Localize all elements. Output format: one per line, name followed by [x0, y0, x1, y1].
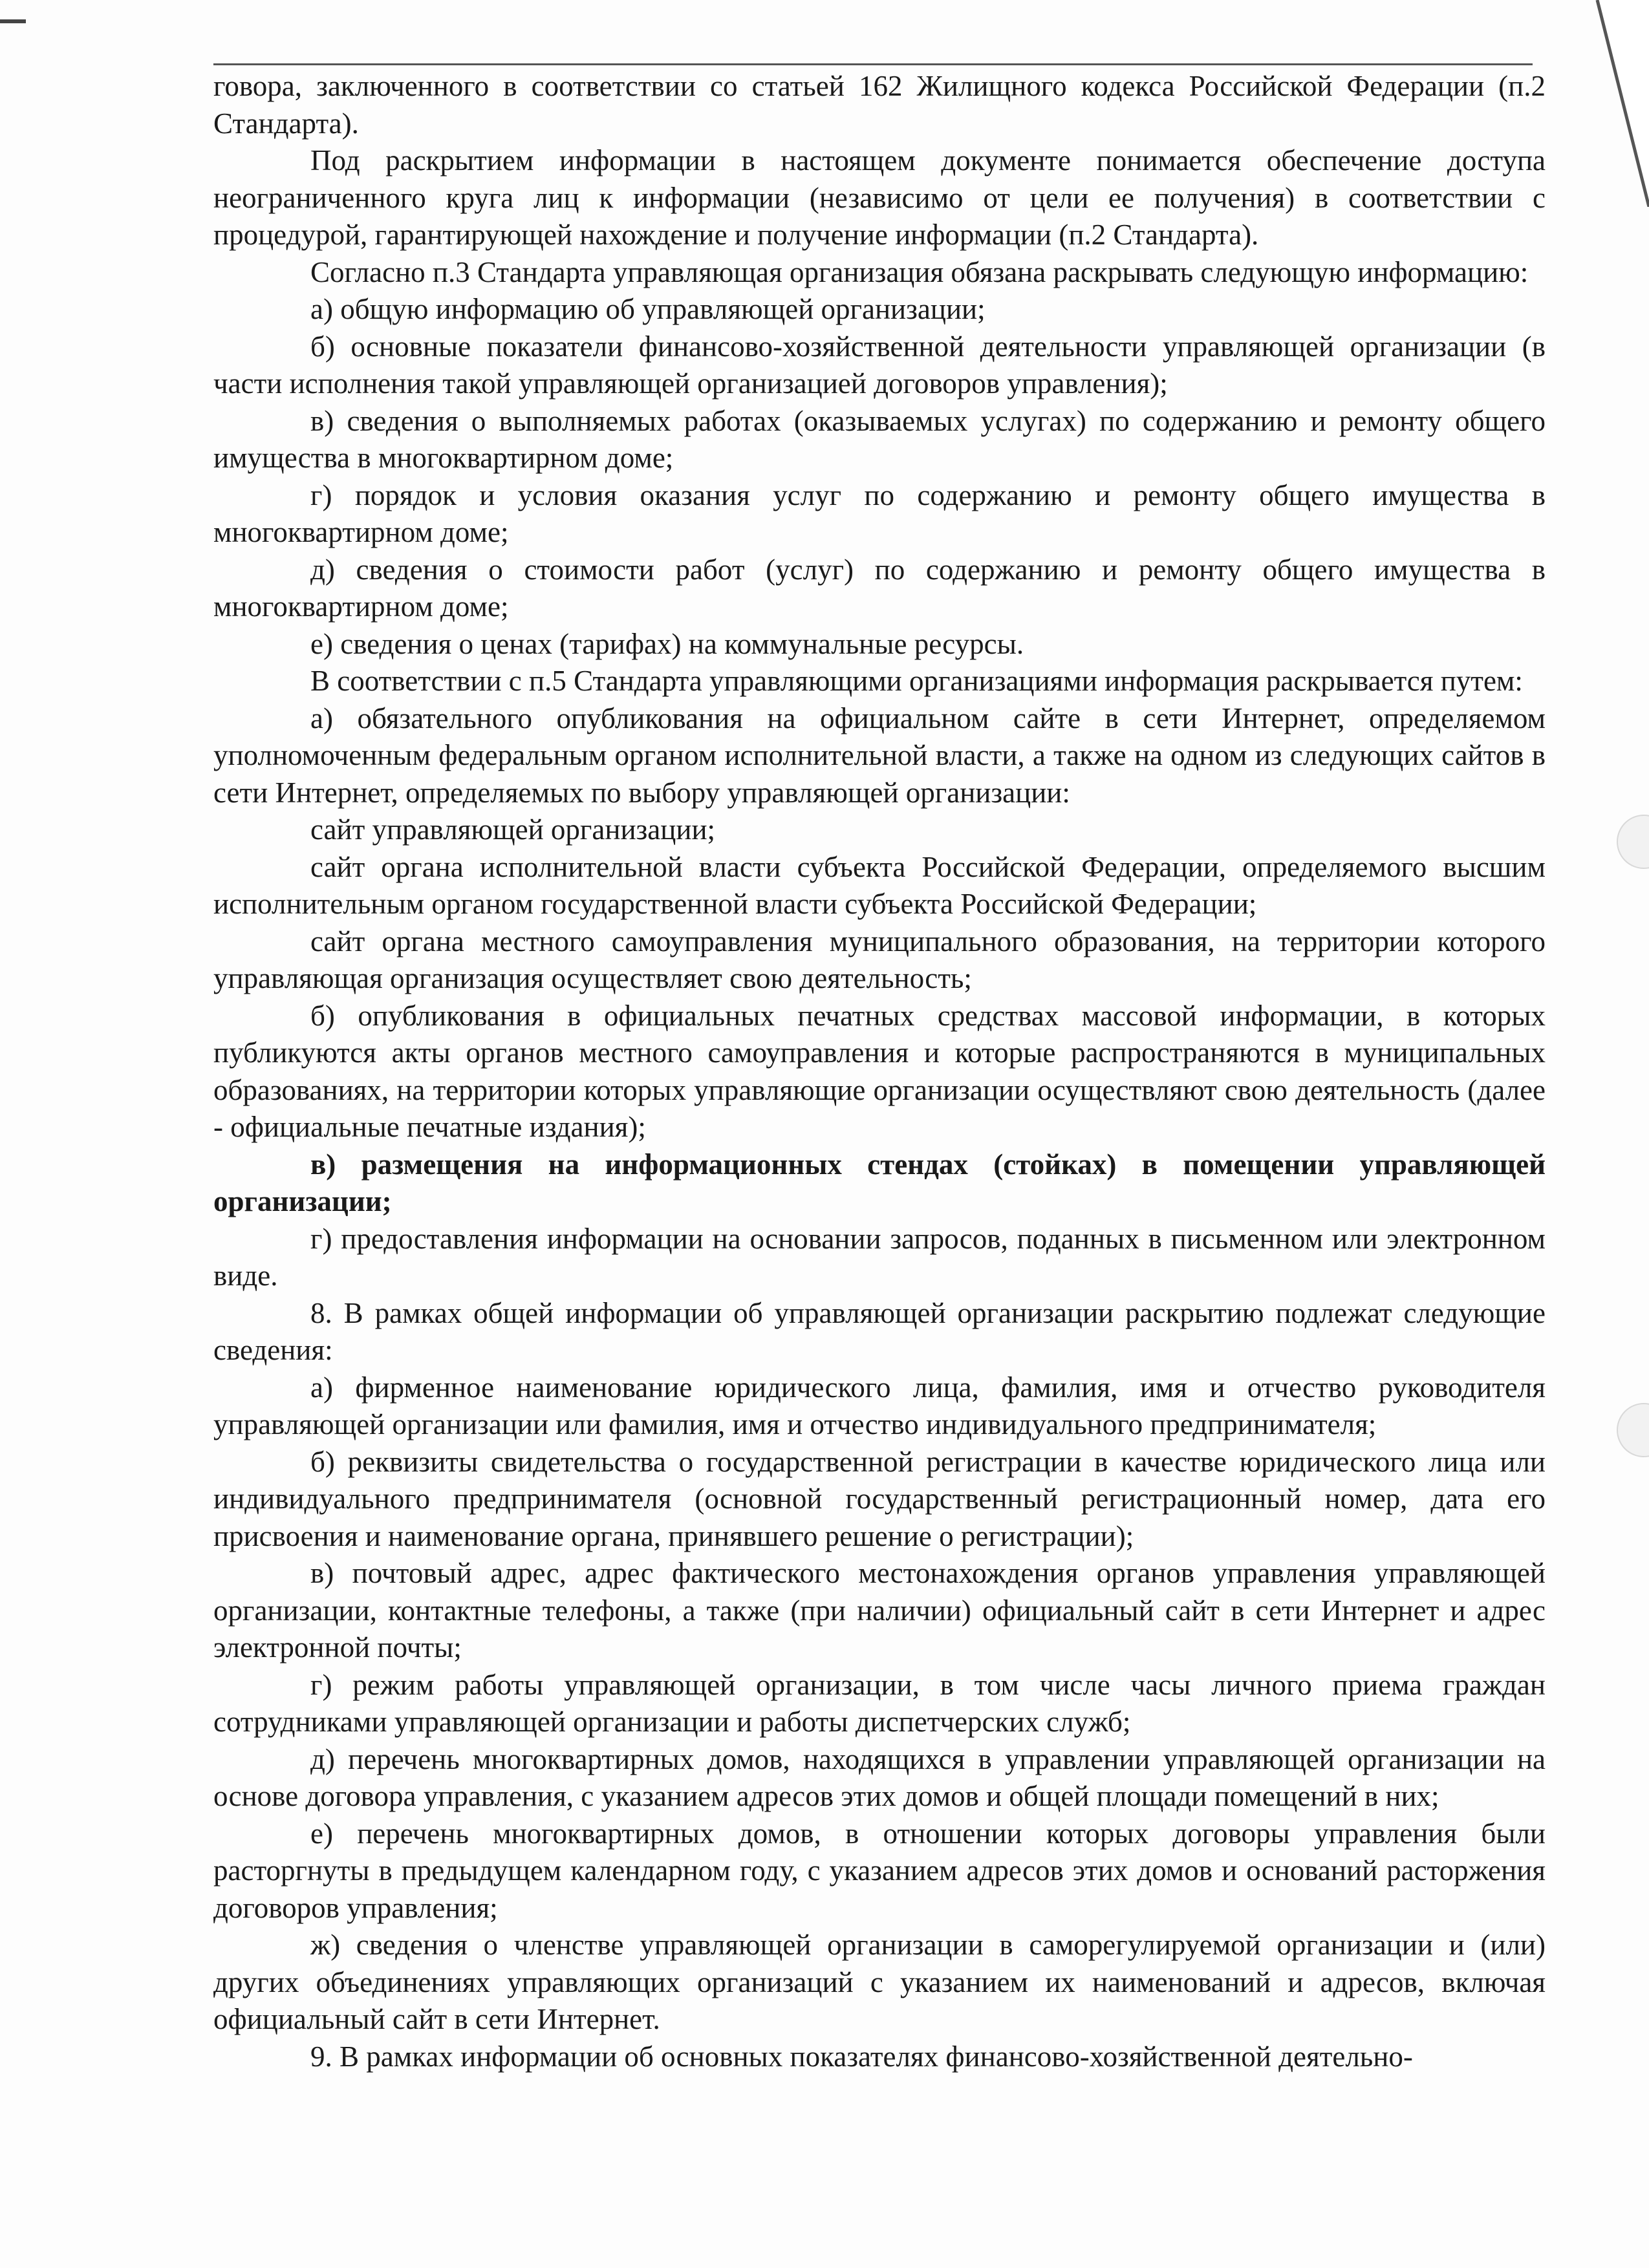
paragraph-p4: б) основные показатели финансово-хозяйственной деятельности управляющей организации (в части исполнения такой управляющей организацией договоров управления); [213, 330, 1546, 400]
paragraph-p1: Под раскрытием информации в настоящем документе понимается обеспечение доступа неограниченного круга лиц к информации (независимо от цели ее получения) в соответствии с процедурой, гарантирующей нахождение и получение информации (п.2 Стандарта). [213, 144, 1546, 251]
punch-hole [1617, 815, 1649, 869]
paragraph-p6: г) порядок и условия оказания услуг по содержанию и ремонту общего имущества в многоквартирном доме; [213, 478, 1546, 548]
paragraph-p23: е) перечень многоквартирных домов, в отношении которых договоры управления были расторгнуты в предыдущем календарном году, с указанием адресов этих домов и оснований расторжения договоров управления; [213, 1817, 1546, 1924]
paragraph-p13: сайт органа местного самоуправления муниципального образования, на территории которого управляющая организация осуществляет свою деятельность; [213, 925, 1546, 994]
paragraph-p16: г) предоставления информации на основании запросов, поданных в письменном или электронном виде. [213, 1222, 1546, 1292]
paragraph-p5: в) сведения о выполняемых работах (оказываемых услугах) по содержанию и ремонту общего имущества в многоквартирном доме; [213, 404, 1546, 474]
paragraph-p10: а) обязательного опубликования на официальном сайте в сети Интернет, определяемом уполномоченным федеральным органом исполнительной власти, а также на одном из следующих сайтов в сети Интернет, определяемых по выбору управляющей организации: [213, 701, 1546, 809]
paragraph-p3: а) общую информацию об управляющей организации; [310, 293, 986, 325]
paragraph-p18: а) фирменное наименование юридического лица, фамилия, имя и отчество руководителя управляющей организации или фамилия, имя и отчество индивидуального предпринимателя; [213, 1371, 1546, 1440]
paragraph-p24: ж) сведения о членстве управляющей организации в саморегулируемой организации и (или) других объединениях управляющих организаций с указанием их наименований и адресов, включая официальный сайт в сети Интернет. [213, 1929, 1546, 2035]
paragraph-p21: г) режим работы управляющей организации, в том числе часы личного приема граждан сотрудниками управляющей организации и работы диспетчерских служб; [213, 1668, 1546, 1738]
header-rule [213, 63, 1533, 65]
paragraph-p14: б) опубликования в официальных печатных средствах массовой информации, в которых публикуются акты органов местного самоуправления и которые распространяются в муниципальных образованиях, на территории которых управляющие организации осуществляют свою деятельность (далее - официальные печатные издания); [213, 999, 1546, 1143]
paragraph-p22: д) перечень многоквартирных домов, находящихся в управлении управляющей организации на основе договора управления, с указанием адресов этих домов и общей площади помещений в них; [213, 1742, 1546, 1812]
paragraph-p0: говора, заключенного в соответствии со статьей 162 Жилищного кодекса Российской Федерации (п.2 Стандарта). [213, 70, 1546, 140]
paragraph-p11: сайт управляющей организации; [310, 813, 716, 846]
paragraph-p20: в) почтовый адрес, адрес фактического местонахождения органов управления управляющей организации, контактные телефоны, а также (при наличии) официальный сайт в сети Интернет и адрес электронной почты; [213, 1557, 1546, 1664]
paragraph-p7: д) сведения о стоимости работ (услуг) по содержанию и ремонту общего имущества в многоквартирном доме; [213, 553, 1546, 623]
paragraph-p2: Согласно п.3 Стандарта управляющая организация обязана раскрывать следующую информацию: [310, 255, 1529, 288]
page-corner-fold [1571, 0, 1649, 207]
punch-hole [1617, 1403, 1649, 1457]
paragraph-p12: сайт органа исполнительной власти субъекта Российской Федерации, определяемого высшим исполнительным органом государственной власти субъекта Российской Федерации; [213, 850, 1546, 920]
paragraph-p25: 9. В рамках информации об основных показателях финансово-хозяйственной деятельно- [310, 2040, 1413, 2073]
document-body [213, 68, 1546, 2075]
scan-edge-mark [0, 19, 26, 23]
paragraph-p17: 8. В рамках общей информации об управляющей организации раскрытию подлежат следующие сведения: [213, 1296, 1546, 1366]
paragraph-p8: е) сведения о ценах (тарифах) на коммунальные ресурсы. [310, 627, 1024, 660]
paragraph-p9: В соответствии с п.5 Стандарта управляющими организациями информация раскрывается путем: [310, 665, 1523, 697]
paragraph-p19: б) реквизиты свидетельства о государственной регистрации в качестве юридического лица или индивидуального предпринимателя (основной государственный регистрационный номер, дата его присвоения и наименование органа, принявшего решение о регистрации); [213, 1445, 1546, 1552]
paragraph-p15: в) размещения на информационных стендах (стойках) в помещении управляющей организации; [213, 1148, 1546, 1217]
